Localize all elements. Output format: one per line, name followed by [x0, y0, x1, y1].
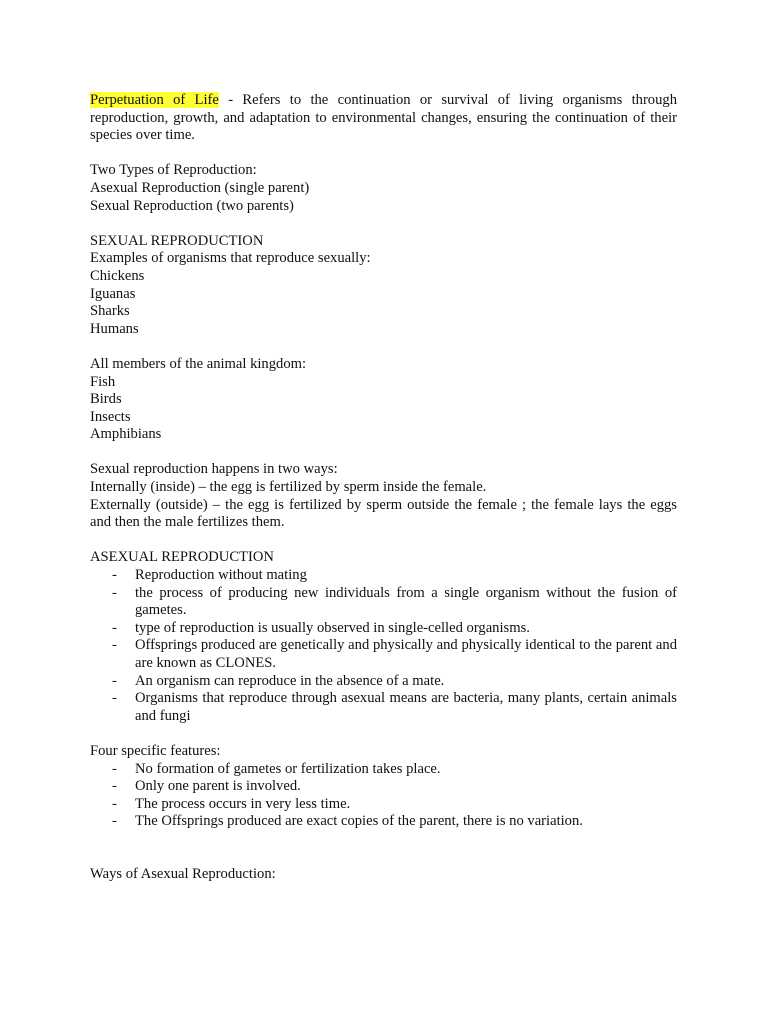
highlighted-term: Perpetuation of Life: [90, 92, 219, 108]
list-item: [90, 585, 677, 620]
list-item: [90, 761, 677, 779]
asexual-heading: ASEXUAL REPRODUCTION: [90, 549, 274, 566]
way-item: Externally (outside) – the egg is fertilized by sperm outside the female ; the female lays the eggs and then the male fertilizes them.: [90, 496, 677, 531]
list-item: [90, 778, 677, 796]
list-item: [90, 796, 677, 814]
bullet-dash: -: [112, 795, 117, 812]
bullet-dash: -: [112, 690, 117, 707]
bullet-dash: -: [112, 637, 117, 654]
example-item: Chickens: [90, 267, 145, 284]
type-item: Asexual Reproduction (single parent): [90, 179, 310, 196]
examples-label: Examples of organisms that reproduce sexually:: [90, 250, 371, 267]
bullet-dash: -: [112, 672, 117, 689]
list-item-text: Offsprings produced are genetically and physically and physically identical to the parent and are known as CLONES.: [135, 637, 677, 671]
bullet-dash: -: [112, 567, 117, 584]
kingdom-item: Fish: [90, 373, 116, 390]
list-item-text: An organism can reproduce in the absence of a mate.: [135, 672, 445, 689]
list-item-text: The Offsprings produced are exact copies of the parent, there is no variation.: [135, 813, 583, 830]
bullet-dash: -: [112, 813, 117, 830]
bullet-dash: -: [112, 584, 117, 601]
asexual-points-list: [90, 567, 677, 725]
list-item: [90, 690, 677, 725]
kingdom-item: Birds: [90, 391, 122, 408]
bullet-dash: -: [112, 760, 117, 777]
bullet-dash: -: [112, 778, 117, 795]
kingdom-item: Amphibians: [90, 426, 162, 443]
list-item-text: The process occurs in very less time.: [135, 795, 351, 812]
example-item: Sharks: [90, 303, 130, 320]
intro-definition: - Refers to the continuation or survival of living organisms through reproduction, growth, and adaptation to environmental changes, ensuring the continuation of their species over time.: [90, 92, 677, 144]
features-label: Four specific features:: [90, 742, 221, 759]
list-item-text: Organisms that reproduce through asexual means are bacteria, many plants, certain animals and fungi: [135, 690, 677, 724]
list-item: [90, 813, 677, 831]
asexual-ways-label: Ways of Asexual Reproduction:: [90, 865, 276, 882]
document-page: [90, 92, 677, 884]
way-item: Internally (inside) – the egg is fertilized by sperm inside the female.: [90, 479, 487, 496]
features-list: [90, 761, 677, 831]
example-item: Iguanas: [90, 285, 136, 302]
kingdom-label: All members of the animal kingdom:: [90, 355, 307, 372]
sexual-heading: SEXUAL REPRODUCTION: [90, 232, 264, 249]
types-heading: Two Types of Reproduction:: [90, 162, 257, 179]
kingdom-item: Insects: [90, 408, 131, 425]
example-item: Humans: [90, 320, 139, 337]
list-item-text: Reproduction without mating: [135, 567, 307, 584]
list-item-text: the process of producing new individuals from a single organism without the fusion of gametes.: [135, 584, 677, 619]
list-item: [90, 637, 677, 672]
list-item-text: No formation of gametes or fertilization takes place.: [135, 760, 441, 777]
list-item-text: Only one parent is involved.: [135, 778, 301, 795]
list-item: [90, 567, 677, 585]
list-item: [90, 673, 677, 691]
type-item: Sexual Reproduction (two parents): [90, 197, 294, 214]
ways-label: Sexual reproduction happens in two ways:: [90, 461, 338, 478]
list-item-text: type of reproduction is usually observed in single-celled organisms.: [135, 619, 530, 636]
list-item: [90, 620, 677, 638]
bullet-dash: -: [112, 619, 117, 636]
intro-paragraph: [90, 92, 677, 145]
